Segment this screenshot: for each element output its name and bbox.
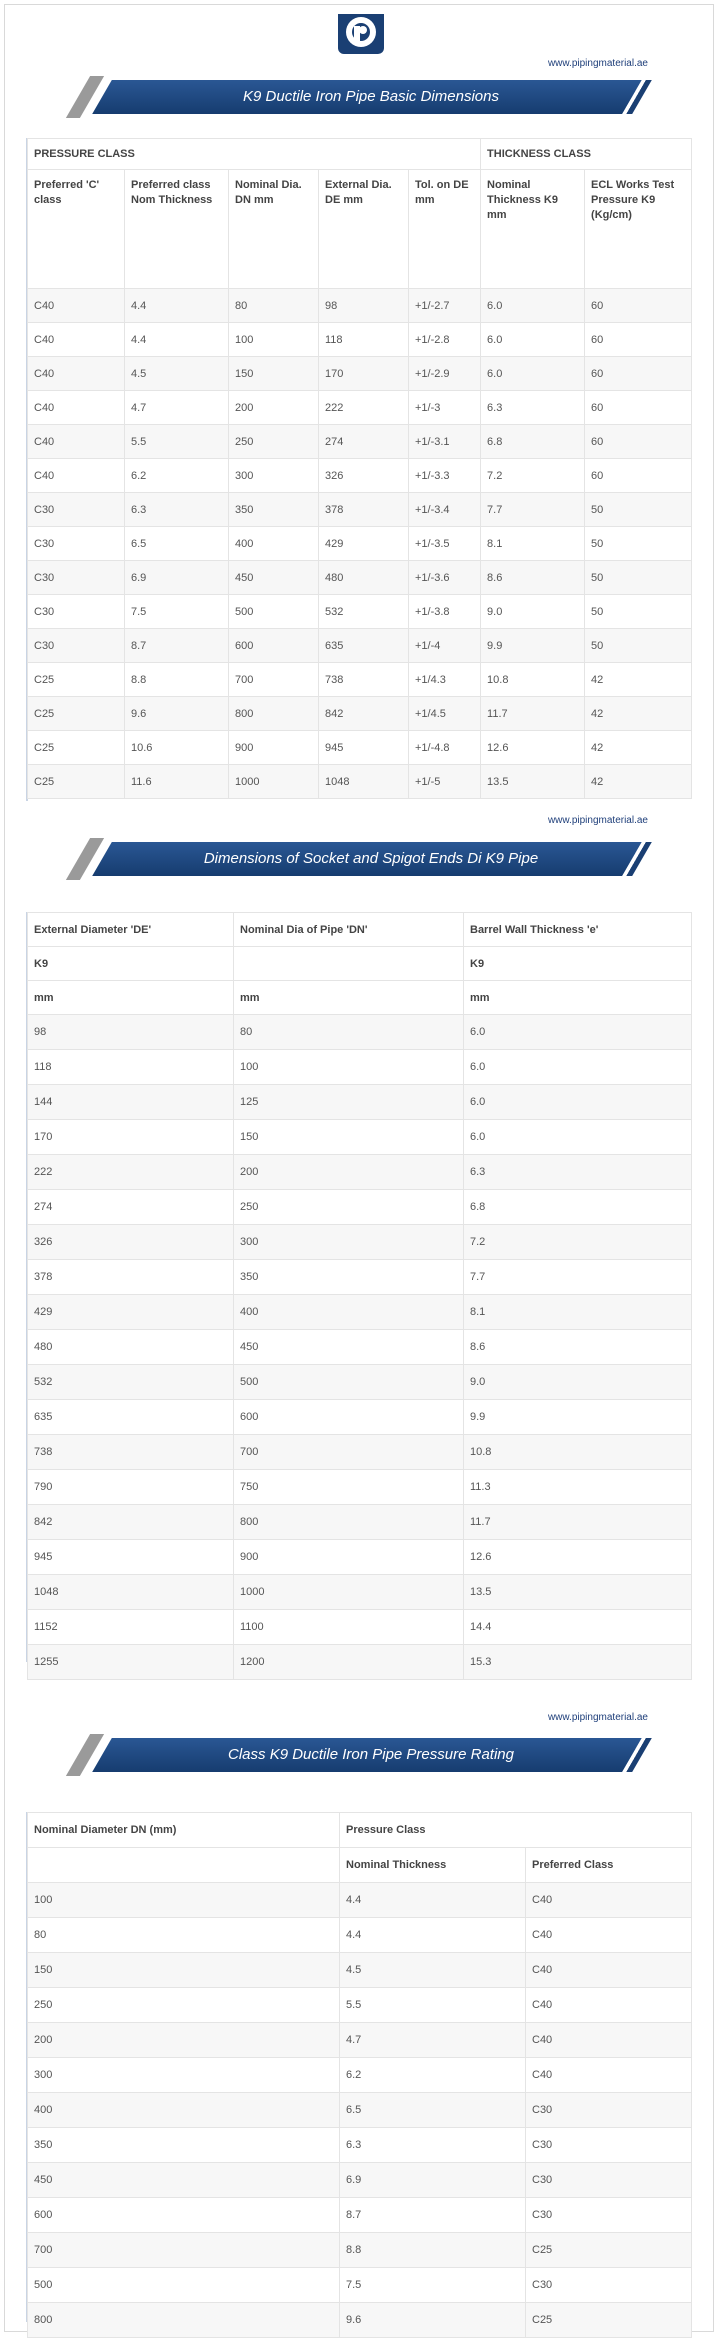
table-row — [28, 1085, 692, 1120]
table-cell: 790 — [28, 1470, 234, 1505]
table-cell: 4.5 — [125, 357, 229, 391]
table-cell: 1200 — [234, 1645, 464, 1680]
table-row — [28, 1953, 692, 1988]
table-cell: +1/-3.6 — [409, 561, 481, 595]
table-cell: 9.0 — [481, 595, 585, 629]
table-row — [28, 595, 692, 629]
table-row — [28, 731, 692, 765]
section-title: Dimensions of Socket and Spigot Ends Di K9 Pipe — [203, 850, 539, 867]
table-row — [28, 2163, 692, 2198]
table-row — [28, 561, 692, 595]
column-header — [234, 947, 464, 981]
table-cell: 842 — [319, 697, 409, 731]
table-cell: 6.3 — [464, 1155, 692, 1190]
table-row — [28, 697, 692, 731]
table-cell: 7.2 — [481, 459, 585, 493]
table-cell: +1/-4 — [409, 629, 481, 663]
table-cell: 945 — [28, 1540, 234, 1575]
table-cell: 600 — [28, 2198, 340, 2233]
table-cell: 60 — [585, 425, 692, 459]
table-cell: 6.3 — [481, 391, 585, 425]
table-cell: +1/-3 — [409, 391, 481, 425]
table-cell: 8.8 — [125, 663, 229, 697]
table-cell: 11.3 — [464, 1470, 692, 1505]
table-cell: 400 — [229, 527, 319, 561]
table-cell: C30 — [526, 2093, 692, 2128]
column-header: ECL Works Test Pressure K9 (Kg/cm) — [585, 170, 692, 289]
table-cell: 50 — [585, 561, 692, 595]
table-cell: C25 — [28, 697, 125, 731]
table-cell: C25 — [28, 765, 125, 799]
table-row — [28, 1505, 692, 1540]
section-banner — [92, 1738, 650, 1772]
table-cell: 11.6 — [125, 765, 229, 799]
table-cell: 842 — [28, 1505, 234, 1540]
table-row — [28, 493, 692, 527]
table-cell: 150 — [234, 1120, 464, 1155]
table-cell: 6.3 — [125, 493, 229, 527]
table-row — [28, 323, 692, 357]
table-cell: 12.6 — [464, 1540, 692, 1575]
table-cell: 42 — [585, 697, 692, 731]
column-header: Nominal Thickness K9 mm — [481, 170, 585, 289]
table-cell: 300 — [229, 459, 319, 493]
column-header: K9 — [28, 947, 234, 981]
table-cell: 222 — [28, 1155, 234, 1190]
table-cell: 6.5 — [340, 2093, 526, 2128]
table-cell: 11.7 — [481, 697, 585, 731]
table-cell: 9.6 — [340, 2303, 526, 2338]
table-cell: 60 — [585, 357, 692, 391]
table-cell: 100 — [229, 323, 319, 357]
table-cell: 6.9 — [125, 561, 229, 595]
table-cell: 4.4 — [340, 1918, 526, 1953]
table-cell: C25 — [526, 2233, 692, 2268]
table-cell: 635 — [319, 629, 409, 663]
table-cell: 6.2 — [125, 459, 229, 493]
column-header: mm — [234, 981, 464, 1015]
table-cell: 14.4 — [464, 1610, 692, 1645]
table-cell: 125 — [234, 1085, 464, 1120]
table-cell: 250 — [234, 1190, 464, 1225]
table-cell: 6.0 — [481, 323, 585, 357]
table-cell: 738 — [28, 1435, 234, 1470]
table-cell: 5.5 — [125, 425, 229, 459]
table-cell: C40 — [526, 2058, 692, 2093]
table-row — [28, 629, 692, 663]
table-cell: C40 — [28, 391, 125, 425]
table-cell: 500 — [229, 595, 319, 629]
table-cell: C25 — [526, 2303, 692, 2338]
table-cell: C40 — [28, 459, 125, 493]
table-cell: +1/-4.8 — [409, 731, 481, 765]
table-cell: 12.6 — [481, 731, 585, 765]
table-cell: 7.7 — [481, 493, 585, 527]
table-cell: 118 — [319, 323, 409, 357]
table-cell: 700 — [28, 2233, 340, 2268]
table-row — [28, 1155, 692, 1190]
table-cell: 4.4 — [125, 323, 229, 357]
table-row — [28, 425, 692, 459]
column-header: Nominal Diameter DN (mm) — [28, 1813, 340, 1848]
table-cell: 13.5 — [481, 765, 585, 799]
table-cell: 8.6 — [481, 561, 585, 595]
table-cell: C40 — [28, 289, 125, 323]
table-cell: 5.5 — [340, 1988, 526, 2023]
table-cell: 10.6 — [125, 731, 229, 765]
table-cell: 98 — [28, 1015, 234, 1050]
table-cell: +1/-2.8 — [409, 323, 481, 357]
site-url[interactable]: www.pipingmaterial.ae — [547, 58, 648, 69]
table-row — [28, 1610, 692, 1645]
table-row — [28, 1330, 692, 1365]
table-cell: 1255 — [28, 1645, 234, 1680]
table-cell: 429 — [28, 1295, 234, 1330]
site-url[interactable]: www.pipingmaterial.ae — [547, 815, 648, 826]
table-cell: C30 — [526, 2198, 692, 2233]
table-cell: 450 — [234, 1330, 464, 1365]
table-cell: 9.6 — [125, 697, 229, 731]
table-cell: +1/-3.8 — [409, 595, 481, 629]
table-cell: 4.7 — [125, 391, 229, 425]
basic-dimensions-table — [27, 138, 692, 799]
table-row — [28, 1918, 692, 1953]
table-row — [28, 2233, 692, 2268]
table-cell: 350 — [28, 2128, 340, 2163]
table-row — [28, 1120, 692, 1155]
table-cell: 400 — [28, 2093, 340, 2128]
table-cell: 900 — [234, 1540, 464, 1575]
table-cell: 4.7 — [340, 2023, 526, 2058]
table-cell: 400 — [234, 1295, 464, 1330]
column-header: Nominal Dia. DN mm — [229, 170, 319, 289]
column-header: Preferred 'C' class — [28, 170, 125, 289]
table-cell: 274 — [28, 1190, 234, 1225]
section-banner — [92, 80, 650, 114]
table-cell: 7.5 — [125, 595, 229, 629]
table-cell: 800 — [28, 2303, 340, 2338]
table-cell: 6.2 — [340, 2058, 526, 2093]
table-cell: 100 — [28, 1883, 340, 1918]
column-header: External Dia. DE mm — [319, 170, 409, 289]
table-cell: 6.0 — [464, 1050, 692, 1085]
table-cell: 80 — [28, 1918, 340, 1953]
table-cell: 600 — [234, 1400, 464, 1435]
table-row — [28, 2268, 692, 2303]
table-cell: 150 — [229, 357, 319, 391]
column-header: Pressure Class — [340, 1813, 692, 1848]
table-cell: C40 — [526, 2023, 692, 2058]
table-row — [28, 289, 692, 323]
table-row — [28, 1260, 692, 1295]
table-cell: 6.8 — [481, 425, 585, 459]
table-cell: 635 — [28, 1400, 234, 1435]
table-row — [28, 2023, 692, 2058]
table-cell: 700 — [229, 663, 319, 697]
table-cell: C30 — [28, 561, 125, 595]
table-cell: C40 — [28, 323, 125, 357]
section-banner — [92, 842, 650, 876]
table-cell: 80 — [234, 1015, 464, 1050]
table-cell: 1100 — [234, 1610, 464, 1645]
table-cell: 4.4 — [340, 1883, 526, 1918]
table-cell: 98 — [319, 289, 409, 323]
table-cell: 9.9 — [464, 1400, 692, 1435]
table-cell: 9.9 — [481, 629, 585, 663]
table-cell: 6.0 — [481, 357, 585, 391]
table-cell: 750 — [234, 1470, 464, 1505]
table-cell: 300 — [234, 1225, 464, 1260]
table-row — [28, 765, 692, 799]
column-header: mm — [28, 981, 234, 1015]
table-cell: 450 — [28, 2163, 340, 2198]
table-cell: 6.0 — [464, 1120, 692, 1155]
table-cell: 800 — [229, 697, 319, 731]
table-row — [28, 1435, 692, 1470]
table-cell: 6.8 — [464, 1190, 692, 1225]
table-cell: 450 — [229, 561, 319, 595]
table-cell: 6.0 — [481, 289, 585, 323]
table-cell: 6.0 — [464, 1085, 692, 1120]
table-cell: 8.1 — [464, 1295, 692, 1330]
table-cell: C30 — [28, 493, 125, 527]
table-cell: 300 — [28, 2058, 340, 2093]
table-cell: 7.7 — [464, 1260, 692, 1295]
column-header: Nominal Thickness — [340, 1848, 526, 1883]
section-title: K9 Ductile Iron Pipe Basic Dimensions — [243, 88, 499, 105]
table-cell: 600 — [229, 629, 319, 663]
table-cell: C40 — [526, 1883, 692, 1918]
site-url[interactable]: www.pipingmaterial.ae — [547, 1712, 648, 1723]
socket-spigot-table — [27, 912, 692, 1680]
table-cell: 200 — [229, 391, 319, 425]
table-row — [28, 527, 692, 561]
table-cell: 6.3 — [340, 2128, 526, 2163]
company-logo — [330, 8, 392, 64]
group-header: THICKNESS CLASS — [481, 139, 692, 170]
table-cell: 8.7 — [340, 2198, 526, 2233]
table-row — [28, 391, 692, 425]
table-cell: C30 — [28, 629, 125, 663]
table-row — [28, 2198, 692, 2233]
column-header: Preferred Class — [526, 1848, 692, 1883]
table-cell: 10.8 — [464, 1435, 692, 1470]
table-cell: 13.5 — [464, 1575, 692, 1610]
table-row — [28, 1400, 692, 1435]
table-cell: 250 — [229, 425, 319, 459]
column-header: Barrel Wall Thickness 'e' — [464, 913, 692, 947]
table-cell: 900 — [229, 731, 319, 765]
table-cell: 118 — [28, 1050, 234, 1085]
table-row — [28, 1575, 692, 1610]
table-cell: 500 — [28, 2268, 340, 2303]
table-cell: 1048 — [28, 1575, 234, 1610]
section-title: Class K9 Ductile Iron Pipe Pressure Rating — [228, 1746, 514, 1763]
table-cell: +1/-2.9 — [409, 357, 481, 391]
table-cell: C40 — [526, 1953, 692, 1988]
table-cell: 50 — [585, 629, 692, 663]
table-cell: 9.0 — [464, 1365, 692, 1400]
table-cell: 200 — [28, 2023, 340, 2058]
table-cell: C40 — [28, 425, 125, 459]
table-cell: 11.7 — [464, 1505, 692, 1540]
table-cell: 480 — [28, 1330, 234, 1365]
table-cell: 7.2 — [464, 1225, 692, 1260]
table-cell: +1/-3.4 — [409, 493, 481, 527]
table-cell: C30 — [28, 527, 125, 561]
column-header: External Diameter 'DE' — [28, 913, 234, 947]
table-cell: C30 — [526, 2163, 692, 2198]
table-cell: 150 — [28, 1953, 340, 1988]
table-row — [28, 663, 692, 697]
table-cell: +1/-3.3 — [409, 459, 481, 493]
table-cell: 4.5 — [340, 1953, 526, 1988]
table-cell: 945 — [319, 731, 409, 765]
table-cell: 8.8 — [340, 2233, 526, 2268]
table-cell: 326 — [319, 459, 409, 493]
table-row — [28, 1883, 692, 1918]
table-cell: 42 — [585, 765, 692, 799]
table-cell: 50 — [585, 595, 692, 629]
table-row — [28, 2093, 692, 2128]
table-cell: C30 — [526, 2268, 692, 2303]
table-cell: 378 — [319, 493, 409, 527]
table-cell: 1048 — [319, 765, 409, 799]
table-cell: +1/-3.1 — [409, 425, 481, 459]
table-cell: 700 — [234, 1435, 464, 1470]
table-cell: 144 — [28, 1085, 234, 1120]
table-cell: 60 — [585, 391, 692, 425]
table-cell: 378 — [28, 1260, 234, 1295]
table-cell: +1/-3.5 — [409, 527, 481, 561]
group-header: PRESSURE CLASS — [28, 139, 481, 170]
table-cell: 4.4 — [125, 289, 229, 323]
column-header: Preferred class Nom Thickness — [125, 170, 229, 289]
table-cell: 1152 — [28, 1610, 234, 1645]
table-cell: 800 — [234, 1505, 464, 1540]
table-cell: 1000 — [229, 765, 319, 799]
table-cell: +1/-2.7 — [409, 289, 481, 323]
column-header: mm — [464, 981, 692, 1015]
table-cell: 200 — [234, 1155, 464, 1190]
table-cell: 8.1 — [481, 527, 585, 561]
table-cell: 10.8 — [481, 663, 585, 697]
table-cell: 6.0 — [464, 1015, 692, 1050]
table-cell: 15.3 — [464, 1645, 692, 1680]
table-cell: C40 — [526, 1988, 692, 2023]
table-cell: 8.7 — [125, 629, 229, 663]
table-cell: 50 — [585, 527, 692, 561]
table-cell: 60 — [585, 289, 692, 323]
table-cell: 170 — [28, 1120, 234, 1155]
table-cell: C30 — [28, 595, 125, 629]
table-row — [28, 2058, 692, 2093]
table-cell: 532 — [319, 595, 409, 629]
table-cell: 60 — [585, 459, 692, 493]
table-cell: 350 — [234, 1260, 464, 1295]
table-row — [28, 1540, 692, 1575]
table-row — [28, 2303, 692, 2338]
table-cell: 326 — [28, 1225, 234, 1260]
table-row — [28, 1190, 692, 1225]
table-cell: 42 — [585, 731, 692, 765]
table-row — [28, 1050, 692, 1085]
table-row — [28, 1470, 692, 1505]
pressure-rating-table — [27, 1812, 692, 2338]
table-row — [28, 1645, 692, 1680]
table-cell: 6.9 — [340, 2163, 526, 2198]
table-cell: C25 — [28, 731, 125, 765]
table-cell: 429 — [319, 527, 409, 561]
table-cell: 7.5 — [340, 2268, 526, 2303]
table-row — [28, 1015, 692, 1050]
table-cell: C40 — [526, 1918, 692, 1953]
column-header — [28, 1848, 340, 1883]
table-cell: 80 — [229, 289, 319, 323]
table-cell: 222 — [319, 391, 409, 425]
table-cell: C40 — [28, 357, 125, 391]
table-cell: +1/4.5 — [409, 697, 481, 731]
column-header: Nominal Dia of Pipe 'DN' — [234, 913, 464, 947]
column-header: K9 — [464, 947, 692, 981]
table-cell: 532 — [28, 1365, 234, 1400]
table-cell: 480 — [319, 561, 409, 595]
table-row — [28, 459, 692, 493]
table-cell: 100 — [234, 1050, 464, 1085]
table-cell: C30 — [526, 2128, 692, 2163]
table-row — [28, 1295, 692, 1330]
table-cell: +1/-5 — [409, 765, 481, 799]
table-row — [28, 1225, 692, 1260]
table-cell: 500 — [234, 1365, 464, 1400]
table-cell: +1/4.3 — [409, 663, 481, 697]
table-cell: 350 — [229, 493, 319, 527]
table-row — [28, 2128, 692, 2163]
table-cell: 50 — [585, 493, 692, 527]
table-cell: C25 — [28, 663, 125, 697]
table-cell: 8.6 — [464, 1330, 692, 1365]
table-cell: 274 — [319, 425, 409, 459]
table-cell: 170 — [319, 357, 409, 391]
table-cell: 42 — [585, 663, 692, 697]
table-row — [28, 1988, 692, 2023]
table-cell: 738 — [319, 663, 409, 697]
table-row — [28, 1365, 692, 1400]
table-cell: 60 — [585, 323, 692, 357]
table-row — [28, 357, 692, 391]
table-cell: 1000 — [234, 1575, 464, 1610]
table-cell: 250 — [28, 1988, 340, 2023]
column-header: Tol. on DE mm — [409, 170, 481, 289]
table-cell: 6.5 — [125, 527, 229, 561]
